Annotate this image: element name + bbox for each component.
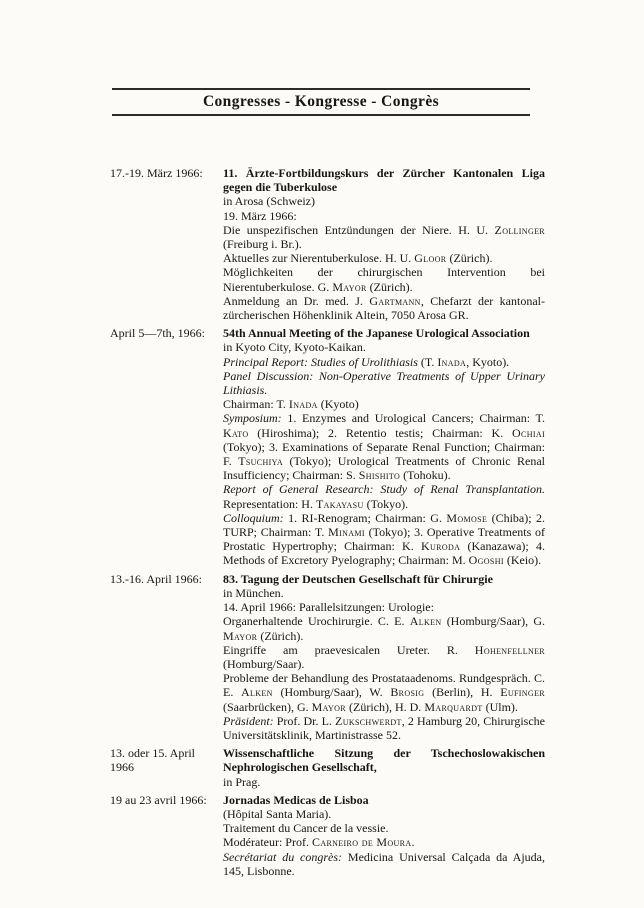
entry-body (223, 746, 545, 789)
entry-paragraph: 14. April 1966: Parallelsitzungen: Urologie: (223, 600, 434, 615)
congress-list (110, 166, 545, 878)
entry-paragraph: Symposium: 1. Enzymes and Urological Cancers; Chairman: T. Kato (Hiroshima); 2. Retentio testis; Chairman: K. Ochiai (Tokyo); 3. Examinations of Separate Renal Function; Chairman: F. Tsuchiya (Tokyo); Urological Treatments of Chronic Renal Insufficiency; Chairman: S. Shishito (Tohoku). (223, 411, 546, 483)
entry-paragraph: Traitement du Cancer de la vessie. (223, 821, 389, 836)
entry-paragraph: Eingriffe am praevesicalen Ureter. R. Hohenfellner (Homburg/Saar). (223, 642, 545, 671)
entry-paragraph: Probleme der Behandlung des Prostataadenoms. Rundgespräch. C. E. Alken (Homburg/Saar), W. Brosig (Berlin), H. Eufinger (Saarbrücken), G. Mayor (Zürich), H. D. Marquardt (Ulm). (223, 671, 545, 714)
entry-date: 17.-19. März 1966: (110, 166, 203, 180)
entry-paragraph: 11. Ärzte-Fortbildungskurs der Zürcher Kantonalen Liga gegen die Tuberkulose (223, 166, 545, 195)
entry-paragraph: Anmeldung an Dr. med. J. Gartmann, Chefarzt der kantonal-zürcherischen Höhenklinik Altein, 7050 Arosa GR. (223, 293, 545, 323)
entry-paragraph: in Kyoto City, Kyoto-Kaikan. (223, 340, 366, 355)
entry-body (223, 793, 545, 878)
entry-paragraph: 54th Annual Meeting of the Japanese Urological Association (223, 326, 530, 341)
entry-paragraph: Secrétariat du congrès: Medicina Universal Calçada da Ajuda, 145, Lisbonne. (223, 849, 545, 878)
entry-body (223, 326, 545, 567)
entry-paragraph: (Hôpital Santa Maria). (223, 806, 332, 821)
entry-paragraph: in Arosa (Schweiz) (223, 194, 315, 209)
entry-paragraph: in München. (223, 585, 284, 600)
entry-date: 19 au 23 avril 1966: (110, 792, 207, 807)
entry-paragraph: 19. März 1966: (223, 208, 297, 223)
entry-paragraph: Aktuelles zur Nierentuberkulose. H. U. Gloor (Zürich). (223, 251, 493, 266)
entry-paragraph: in Prag. (223, 774, 261, 789)
entry-date: 13. oder 15. April 1966 (110, 746, 195, 775)
congress-entry (110, 572, 545, 742)
entry-paragraph: Jornadas Medicas de Lisboa (223, 792, 369, 807)
entry-paragraph: Organerhaltende Urochirurgie. C. E. Alken (Homburg/Saar), G. Mayor (Zürich). (223, 614, 545, 643)
entry-paragraph: Präsident: Prof. Dr. L. Zukschwerdt, 2 Hamburg 20, Chirurgische Universitätsklinik, Martinistrasse 52. (223, 713, 545, 742)
entry-date: April 5—7th, 1966: (110, 326, 205, 341)
entry-body (223, 166, 545, 322)
entry-body (223, 572, 545, 742)
entry-paragraph: Report of General Research: Study of Renal Transplantation. Representation: H. Takayasu (Tokyo). (223, 482, 545, 511)
entry-date: 13.-16. April 1966: (110, 571, 202, 586)
congress-entry (110, 793, 545, 878)
entry-paragraph: Principal Report: Studies of Urolithiasis (T. Inada, Kyoto). (223, 354, 510, 369)
entry-paragraph: 83. Tagung der Deutschen Gesellschaft für Chirurgie (223, 571, 493, 586)
entry-paragraph: Colloquium: 1. RI-Renogram; Chairman: G. Momose (Chiba); 2. TURP; Chairman: T. Minami (Tokyo); 3. Operative Treatments of Prostatic Hypertrophy; Chairman: K. Kuroda (Kanazawa); 4. Methods of Excretory Pyelography; Chairman: M. Ogoshi (Keio). (223, 510, 546, 568)
entry-paragraph: Modérateur: Prof. Carneiro de Moura. (223, 835, 415, 850)
entry-paragraph: Möglichkeiten der chirurgischen Intervention bei Nierentuberkulose. G. Mayor (Zürich). (223, 265, 545, 294)
entry-paragraph: Die unspezifischen Entzündungen der Niere. H. U. Zollinger (Freiburg i. Br.). (223, 222, 545, 252)
entry-paragraph: Chairman: T. Inada (Kyoto) (223, 397, 359, 412)
congress-entry (110, 166, 545, 322)
entry-paragraph: Wissenschaftliche Sitzung der Tschechoslowakischen Nephrologischen Gesellschaft, (223, 746, 545, 775)
congress-entry (110, 746, 545, 789)
section-header (112, 88, 530, 116)
page-title: Congresses - Kongresse - Congrès (202, 93, 440, 110)
entry-paragraph: Panel Discussion: Non-Operative Treatments of Upper Urinary Lithiasis. (223, 368, 545, 398)
congress-entry (110, 326, 545, 567)
